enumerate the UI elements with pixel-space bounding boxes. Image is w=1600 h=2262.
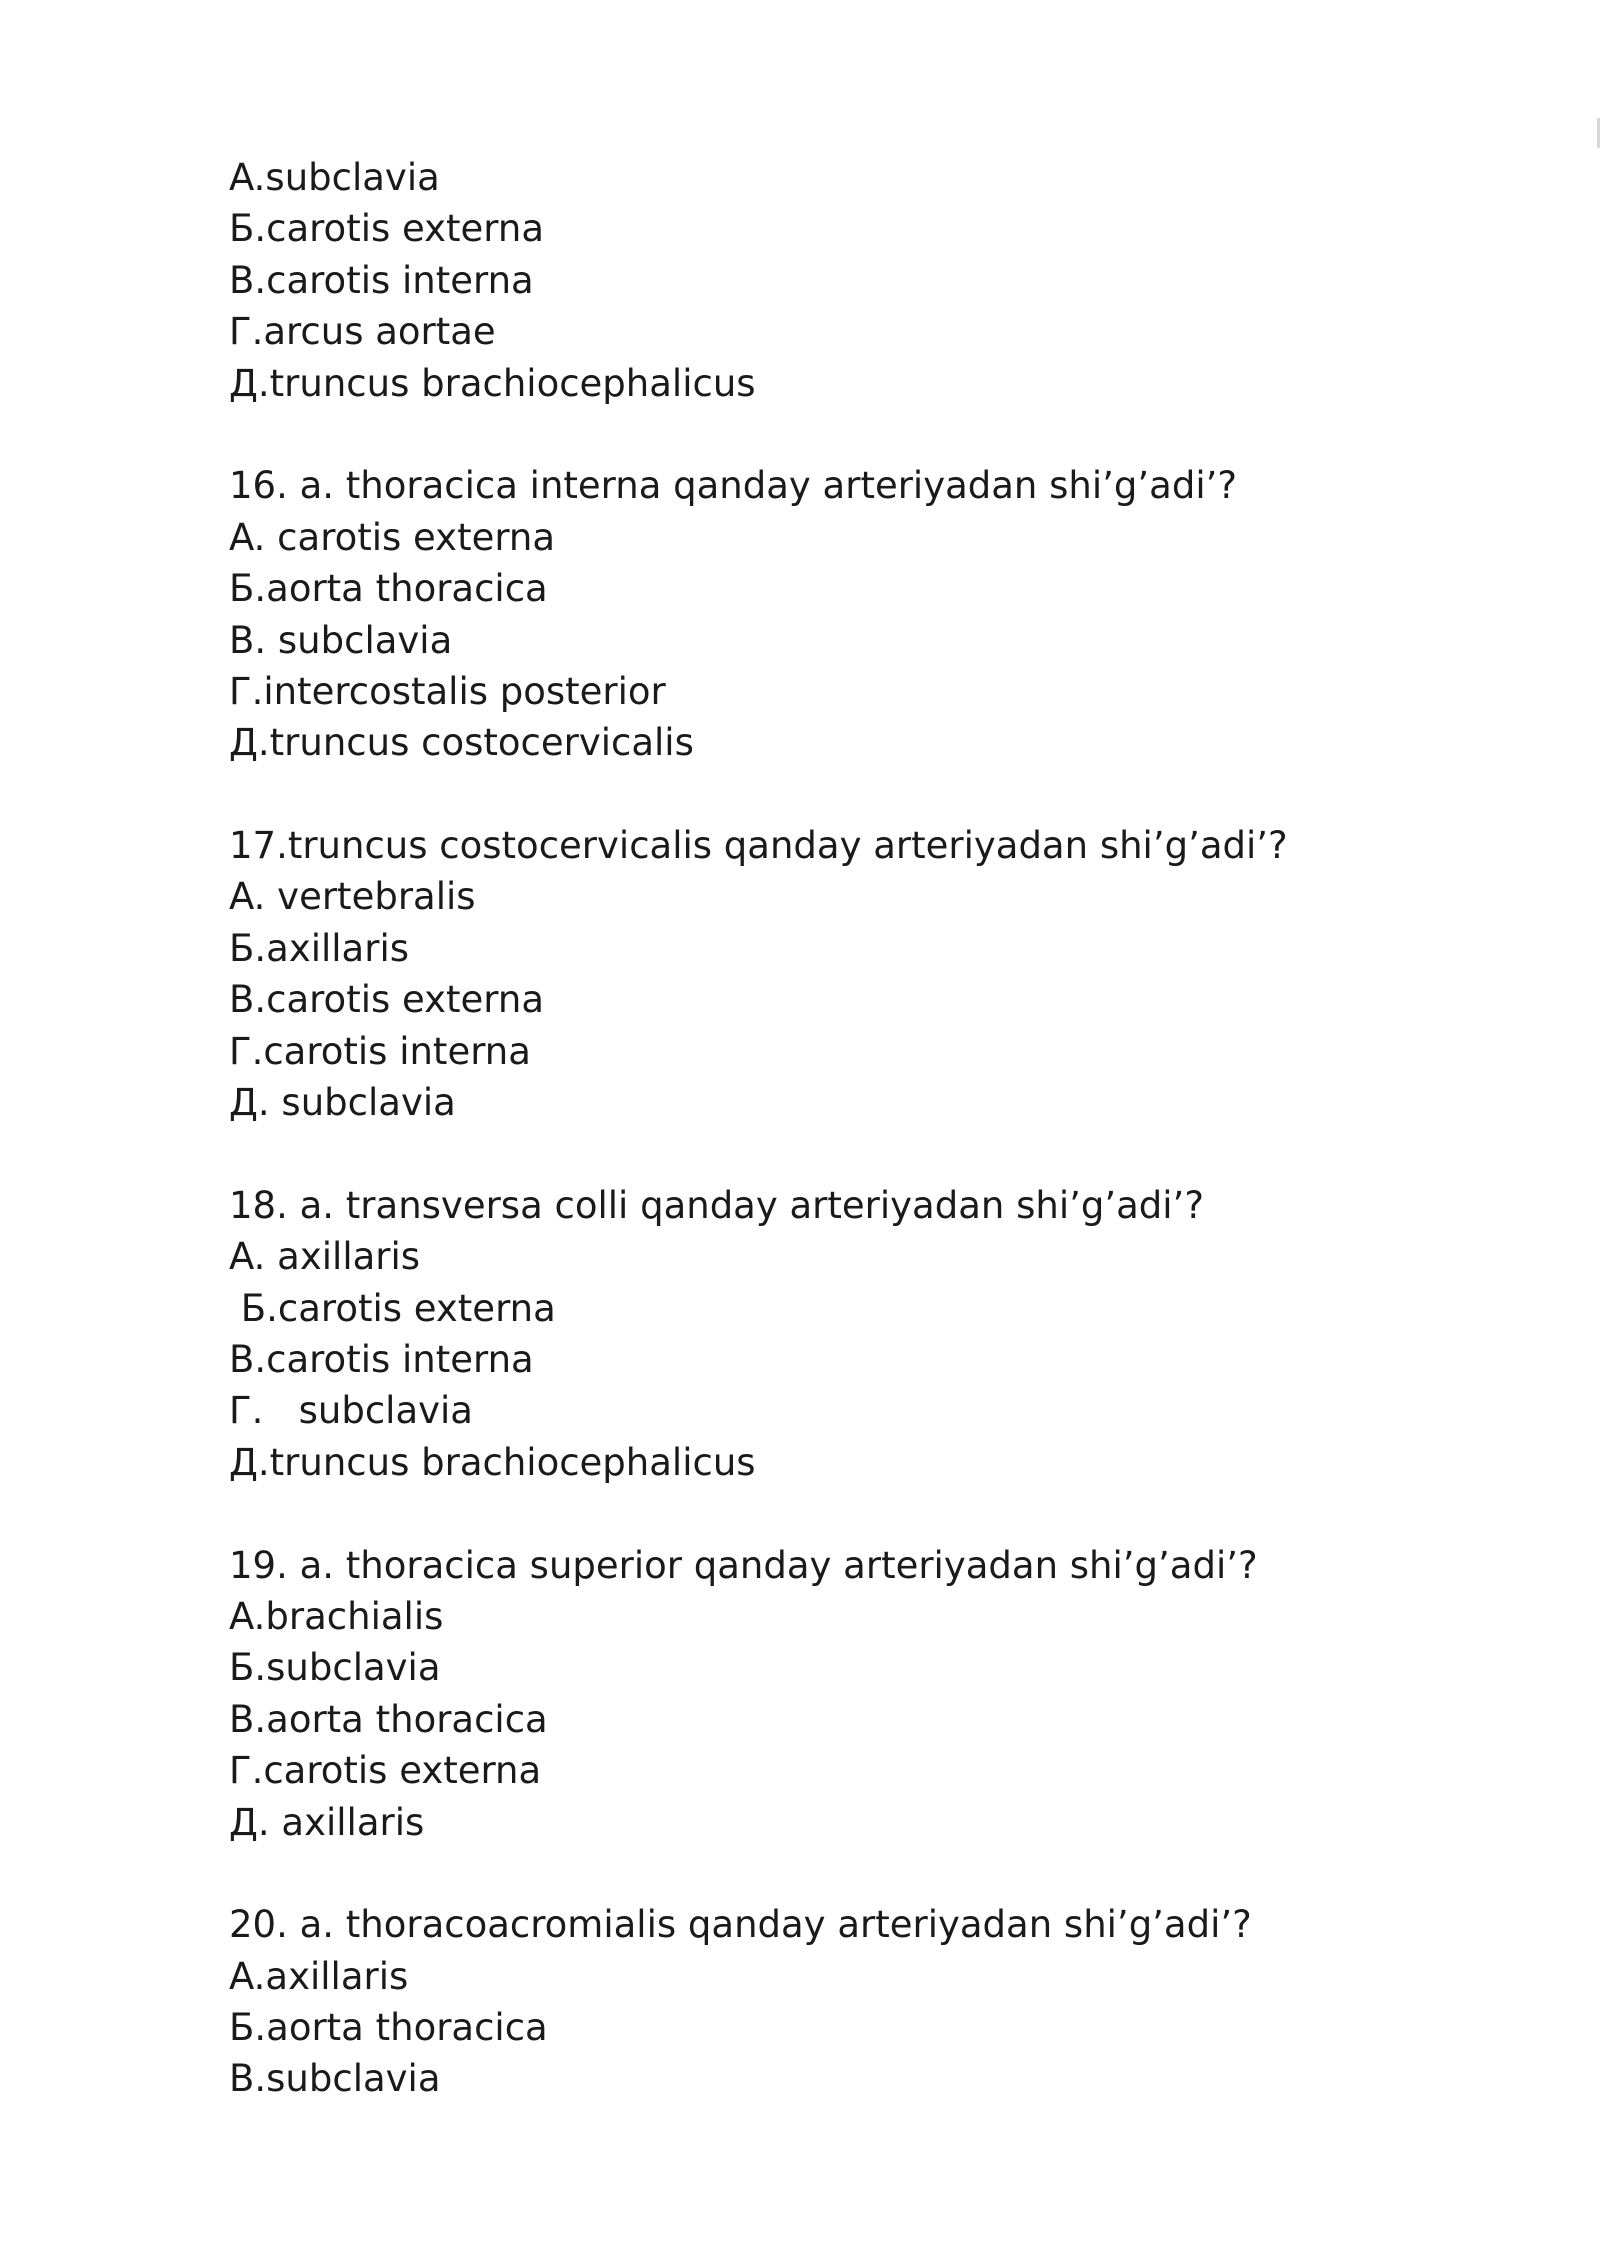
answer-option: Д.truncus brachiocephalicus [229, 1440, 756, 1484]
answer-option: B.aorta thoracica [229, 1697, 548, 1741]
blank-line [229, 1848, 1529, 1899]
question-text: 19. a. thoracica superior qanday arteriyadan shi’g’adi’? [229, 1543, 1258, 1587]
answer-option: Д.truncus costocervicalis [229, 721, 694, 765]
blank-line [229, 1488, 1529, 1539]
answer-option: Б.subclavia [229, 1646, 441, 1690]
blank-line [229, 769, 1529, 820]
answer-option: B. subclavia [229, 618, 453, 662]
question-text: 16. a. thoracica interna qanday arteriyadan shi’g’adi’? [229, 464, 1237, 508]
quiz-content [229, 152, 1529, 2105]
answer-option: A. axillaris [229, 1235, 421, 1279]
answer-option: Б.carotis externa [229, 1286, 556, 1330]
answer-option: B.subclavia [229, 2057, 441, 2101]
answer-option: Б.carotis externa [229, 207, 544, 251]
question-text: 17.truncus costocervicalis qanday arteriyadan shi’g’adi’? [229, 824, 1288, 868]
question-block-16 [229, 460, 1529, 768]
question-block-19 [229, 1540, 1529, 1848]
answer-option: Г.carotis interna [229, 1029, 531, 1073]
answer-option: A.subclavia [229, 156, 440, 199]
answer-option: B.carotis interna [229, 258, 534, 302]
blank-line [229, 1128, 1529, 1179]
question-block-20 [229, 1899, 1529, 2105]
answer-option: Г.intercostalis posterior [229, 669, 666, 713]
answer-option: B.carotis interna [229, 1337, 534, 1381]
answer-option: Д. axillaris [229, 1800, 425, 1844]
answer-option: A.axillaris [229, 1954, 409, 1998]
answer-option: Б.axillaris [229, 926, 409, 970]
answer-option: Д.truncus brachiocephalicus [229, 361, 756, 405]
question-block-18 [229, 1180, 1529, 1488]
answer-option: Б.aorta thoracica [229, 567, 548, 611]
answer-option: A. carotis externa [229, 515, 556, 559]
answer-option: Д. subclavia [229, 1081, 456, 1125]
question-text: 18. a. transversa colli qanday arteriyadan shi’g’adi’? [229, 1183, 1204, 1227]
answer-option: Г. subclavia [229, 1389, 473, 1433]
answer-option: A. vertebralis [229, 875, 476, 919]
answer-option: A.brachialis [229, 1594, 444, 1638]
question-text: 20. a. thoracoacromialis qanday arteriyadan shi’g’adi’? [229, 1903, 1252, 1947]
answer-option: Г.carotis externa [229, 1749, 542, 1793]
question-block-0 [229, 152, 1529, 409]
answer-option: B.carotis externa [229, 978, 544, 1022]
answer-option: Б.aorta thoracica [229, 2006, 548, 2050]
answer-option: Г.arcus aortae [229, 310, 496, 354]
blank-line [229, 409, 1529, 460]
question-block-17 [229, 820, 1529, 1128]
